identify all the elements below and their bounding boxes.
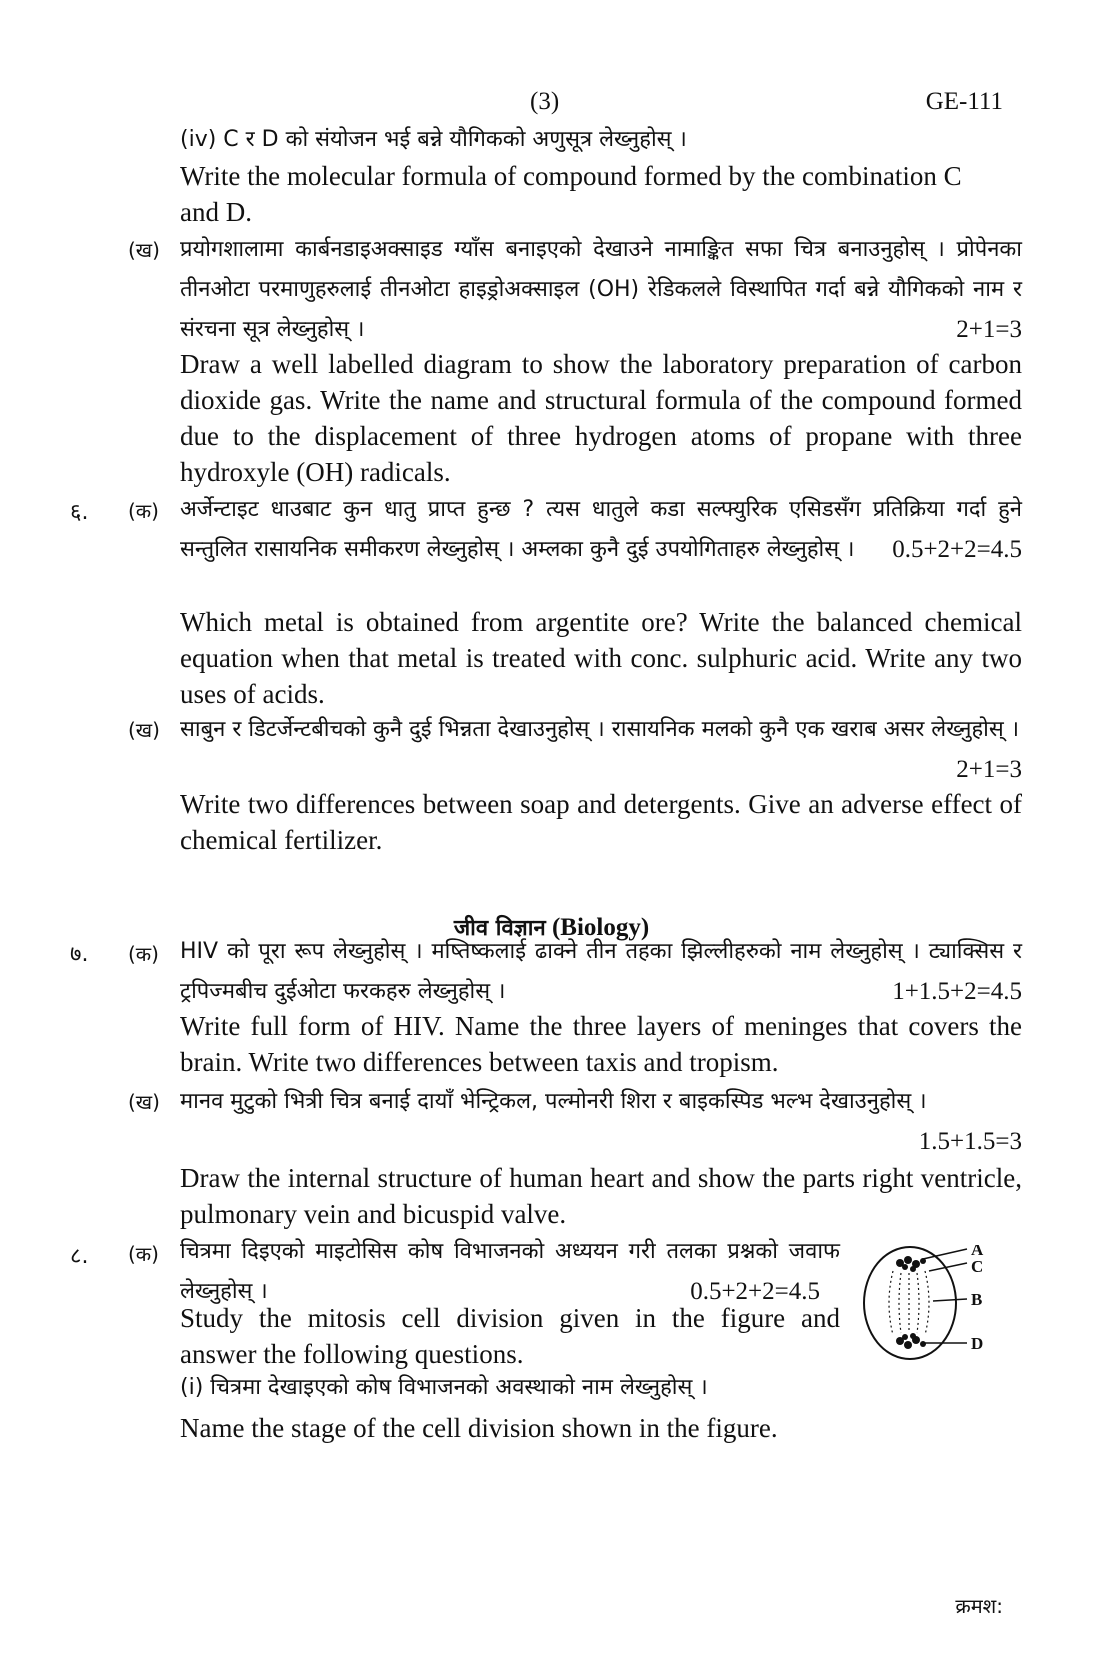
q8-ka-nepali-text: चित्रमा दिइएको माइटोसिस कोष विभाजनको अध्ययन गरी तलका प्रश्नको जवाफ लेख्नुहोस् ।	[180, 1239, 840, 1304]
figure-label-d: D	[971, 1334, 984, 1353]
q5-iv-english: Write the molecular formula of compound formed by the combination C and D.	[180, 161, 962, 227]
q7-kha-nepali-text: मानव मुटुको भित्री चित्र बनाई दायाँ भेन्ट्रिकल, पल्मोनरी शिरा र बाइकस्पिड भल्भ देखाउनुहोस् ।	[180, 1089, 927, 1114]
paper-code: GE-111	[925, 88, 1003, 115]
q5-kha-nepali-text: प्रयोगशालामा कार्बनडाइअक्साइड ग्याँस बनाइएको देखाउने नामाङ्कित सफा चित्र बनाउनुहोस् । प्रोपेनका तीनओटा परमाणुहरुलाई तीनओटा हाइड्रोअक्साइल (OH) रेडिकलले विस्थापित गर्दा बन्ने यौगिकको नाम र संरचना सूत्र लेख्नुहोस् ।	[180, 237, 1022, 342]
q6-ka-english: Which metal is obtained from argentite ore? Write the balanced chemical equation when that metal is treated with conc. sulphuric acid. Write any two uses of acids.	[180, 607, 1022, 709]
q6-number: ६.	[70, 500, 89, 525]
q5-kha-label: (ख)	[128, 238, 160, 262]
q8-ka-label: (क)	[128, 1242, 159, 1266]
q5-kha-english: Draw a well labelled diagram to show the laboratory preparation of carbon dioxide gas. Write the name and structural formula of the compound formed due to the displacement of three hydrogen atoms of propane with three hydroxyle (OH) radicals.	[180, 349, 1022, 487]
q7-ka-label: (क)	[128, 942, 159, 966]
mitosis-cell-figure	[855, 1245, 1025, 1365]
q6-kha-label: (ख)	[128, 718, 160, 742]
q7-ka-marks: 1+1.5+2=4.5	[892, 978, 1022, 1005]
q7-kha-marks: 1.5+1.5=3	[918, 1128, 1022, 1155]
section-heading-nepali: जीव विज्ञान	[453, 916, 546, 941]
q6-kha-nepali-text: साबुन र डिटर्जेन्टबीचको कुनै दुई भिन्नता देखाउनुहोस् । रासायनिक मलको कुनै एक खराब असर लेख्नुहोस् ।	[180, 717, 1020, 742]
continued-note: क्रमश:	[955, 1594, 1003, 1618]
q8-ka-english: Study the mitosis cell division given in the figure and answer the following questions.	[180, 1303, 840, 1369]
q5-kha-marks: 2+1=3	[956, 316, 1022, 343]
q7-kha-nepali	[180, 1082, 1022, 1162]
q7-ka-nepali	[180, 932, 1022, 1012]
q6-ka-nepali	[180, 490, 1022, 570]
q8-i-english: Name the stage of the cell division shown in the figure.	[180, 1413, 778, 1443]
q5-iv-nepali: (iv) C र D को संयोजन भई बन्ने यौगिकको अणुसूत्र लेख्नुहोस् ।	[180, 127, 687, 152]
q8-ka-marks: 0.5+2+2=4.5	[690, 1278, 820, 1305]
q7-kha-english: Draw the internal structure of human heart and show the parts right ventricle, pulmonary vein and bicuspid valve.	[180, 1163, 1022, 1229]
q7-ka-english: Write full form of HIV. Name the three layers of meninges that covers the brain. Write two differences between taxis and tropism.	[180, 1011, 1022, 1077]
q6-kha-marks: 2+1=3	[956, 756, 1022, 783]
q5-kha-nepali	[180, 230, 1022, 350]
q7-number: ७.	[70, 942, 89, 967]
q6-kha-nepali	[180, 710, 1022, 790]
q7-kha-label: (ख)	[128, 1090, 160, 1114]
q8-i-nepali: (i) चित्रमा देखाइएको कोष विभाजनको अवस्थाको नाम लेख्नुहोस् ।	[180, 1375, 708, 1400]
q6-ka-label: (क)	[128, 499, 159, 523]
q6-ka-nepali-text: अर्जेन्टाइट धाउबाट कुन धातु प्राप्त हुन्छ ? त्यस धातुले कडा सल्फ्युरिक एसिडसँग प्रतिक्रिया गर्दा हुने सन्तुलित रासायनिक समीकरण लेख्नुहोस् । अम्लका कुनै दुई उपयोगिताहरु लेख्नुहोस् ।	[180, 497, 1022, 562]
page-number: (3)	[530, 88, 560, 115]
q8-number: ८.	[70, 1244, 89, 1269]
q7-ka-nepali-text: HIV को पूरा रूप लेख्नुहोस् । मष्तिष्कलाई ढाक्ने तीन तहका झिल्लीहरुको नाम लेख्नुहोस् । ट्याक्सिस र ट्रपिज्मबीच दुईओटा फरकहरु लेख्नुहोस् ।	[180, 939, 1022, 1004]
q6-kha-english: Write two differences between soap and detergents. Give an adverse effect of chemical fertilizer.	[180, 789, 1022, 855]
figure-label-c: C	[971, 1257, 984, 1276]
section-heading-english: (Biology)	[551, 914, 650, 941]
figure-label-a: A	[971, 1245, 984, 1259]
figure-label-b: B	[971, 1290, 983, 1309]
q6-ka-marks: 0.5+2+2=4.5	[892, 536, 1022, 563]
